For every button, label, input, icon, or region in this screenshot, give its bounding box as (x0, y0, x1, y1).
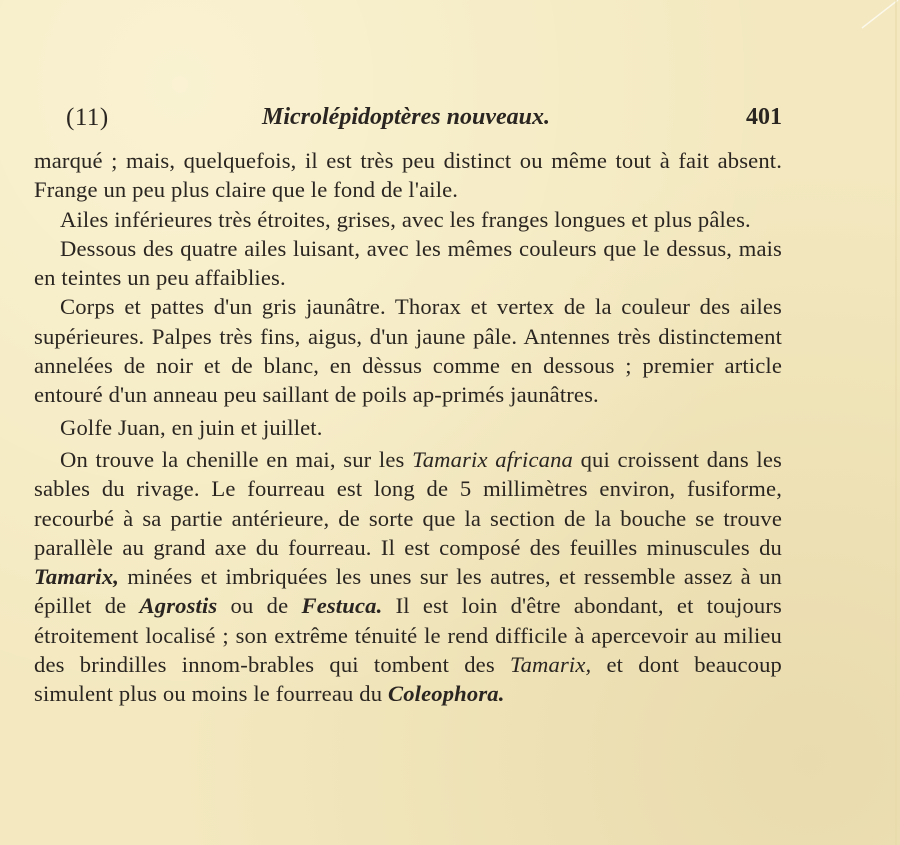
taxon-name: Festuca. (301, 593, 383, 619)
paragraph-6 (34, 445, 782, 709)
text-run: ou de (217, 593, 302, 619)
text-run: minées et imbriquées les unes sur les autres, et ressemble assez à un épillet de (34, 564, 782, 619)
running-header (62, 104, 782, 136)
paragraph-1: marqué ; mais, quelquefois, il est très peu distinct ou même tout à fait absent. Frange un peu plus claire que le fond de l'aile. (34, 148, 782, 203)
section-number: (11) (66, 104, 109, 131)
taxon-name: Tamarix africana (412, 446, 573, 472)
text-run: qui croissent dans les sables du rivage. Le fourreau est long de 5 millimètres environ, fusiforme, recourbé à sa partie antérieure, de sorte que la section de la bouche se trouve parallèle au grand axe du fourreau. Il est composé des feuilles minuscules du (34, 446, 782, 560)
text-run: On trouve la chenille en mai, sur les (60, 446, 413, 472)
page-number: 401 (746, 104, 782, 130)
paragraph-4: Corps et pattes d'un gris jaunâtre. Thorax et vertex de la couleur des ailes supérieures. Palpes très fins, aigus, d'un jaune pâle. Antennes très distinctement annelées de noir et de blanc, en dèssus comme en dessous ; premier article entouré d'un anneau peu saillant de poils ap-primés jaunâtres. (34, 294, 782, 408)
paragraph-2: Ailes inférieures très étroites, grises, avec les franges longues et plus pâles. (60, 206, 751, 232)
taxon-name: Coleophora. (387, 681, 505, 707)
running-title: Microlépidoptères nouveaux. (262, 104, 550, 130)
text-run: Il est loin d'être abondant, et toujours étroitement localisé ; son extrême ténuité le rend difficile à apercevoir au milieu des brindilles innom-brables qui tombent des (34, 593, 782, 678)
paragraph-5: Golfe Juan, en juin et juillet. (60, 414, 323, 440)
taxon-name: Tamarix, (34, 564, 120, 590)
taxon-name: Agrostis (139, 593, 218, 619)
body-text (34, 146, 782, 709)
taxon-name: Tamarix, (509, 652, 592, 678)
text-run: et dont beaucoup simulent plus ou moins le fourreau du (34, 652, 782, 707)
paragraph-3: Dessous des quatre ailes luisant, avec les mêmes couleurs que le dessus, mais en teintes un peu affaiblies. (34, 235, 782, 291)
